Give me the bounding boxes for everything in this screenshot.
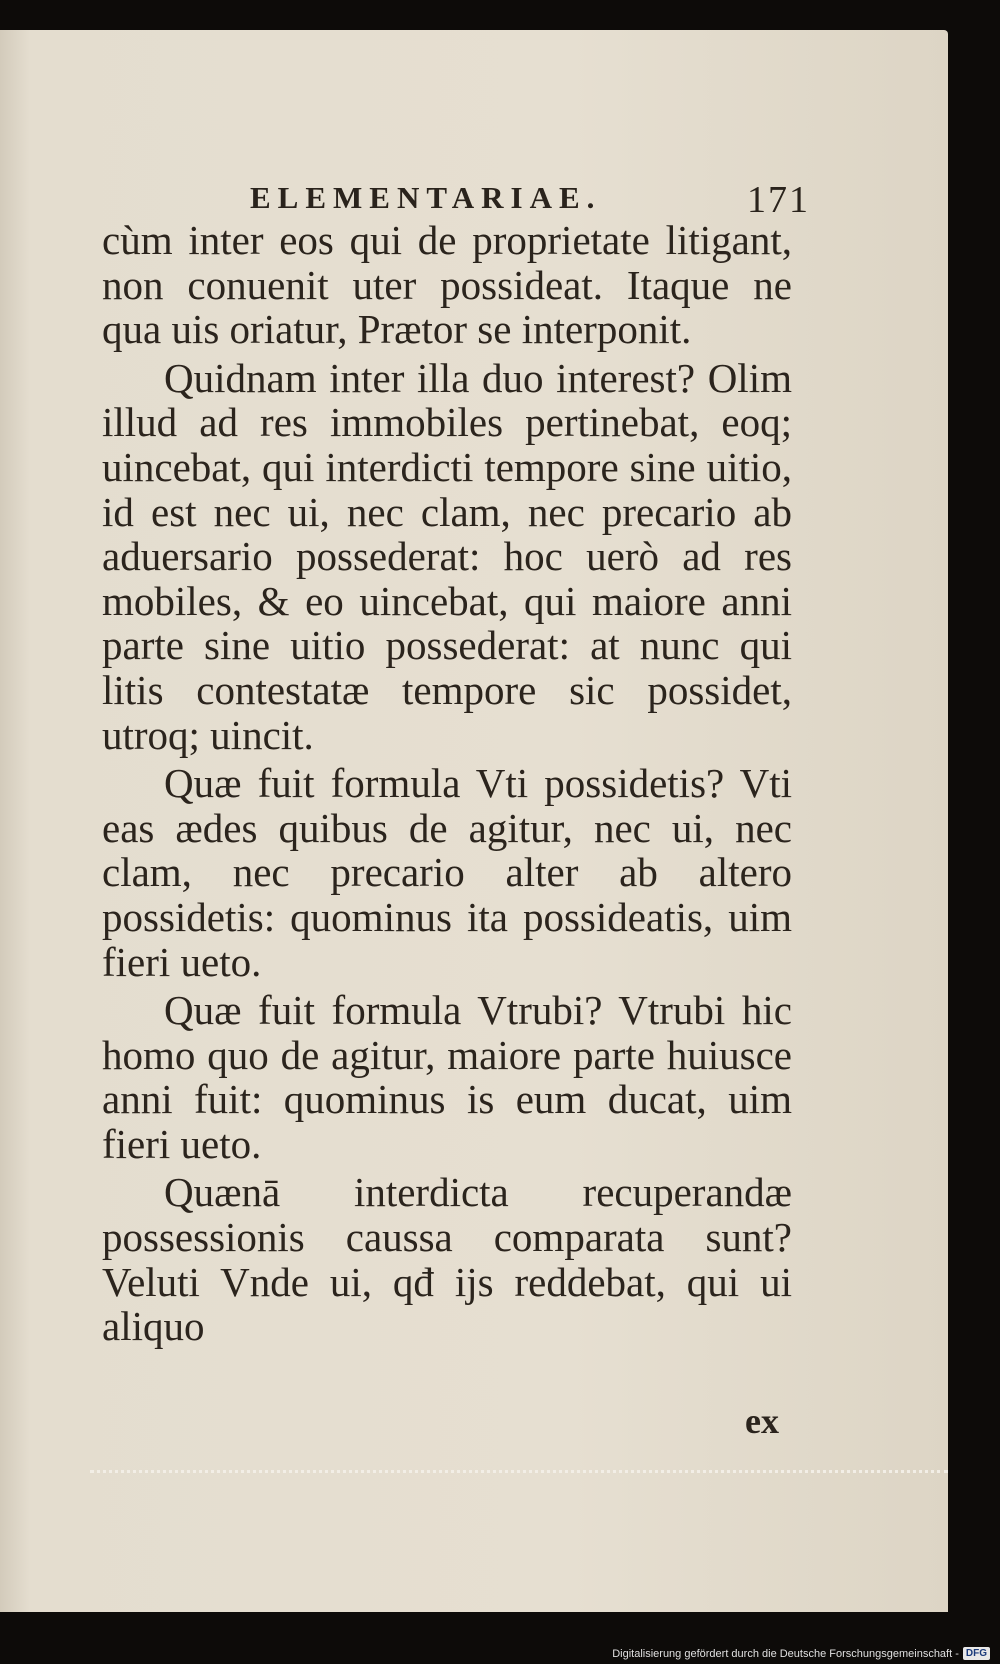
body-text (102, 218, 792, 1349)
credit-text: Digitalisierung gefördert durch die Deutsche Forschungsgemeinschaft - (612, 1647, 959, 1660)
dfg-logo-icon: DFG (963, 1647, 990, 1660)
book-page (0, 30, 948, 1612)
paragraph-question-interest: Quidnam inter illa duo interest? Olim illud ad res immobiles pertinebat, eoq; uincebat, qui interdicti tempore sine uitio, id est nec ui, nec clam, nec precario ab aduersario possederat: hoc uerò ad res mobiles, & eo uincebat, qui maiore anni parte sine uitio possederat: at nunc qui litis contestatæ tempore sic possidet, utroq; uincit. (102, 354, 792, 758)
dotted-rule (90, 1470, 948, 1473)
page-header (250, 180, 810, 220)
page-number: 171 (747, 179, 810, 221)
digitization-credit (612, 1647, 990, 1660)
paragraph-question-recuperandae: Quænā interdicta recuperandæ possessionis caussa comparata sunt? Veluti Vnde ui, qđ ijs reddebat, qui ui aliquo (102, 1169, 792, 1350)
paragraph-question-utrubi: Quæ fuit formula Vtrubi? Vtrubi hic homo quo de agitur, maiore parte huiusce anni fuit: quominus is eum ducat, uim fieri ueto. (102, 987, 792, 1167)
paragraph-question-uti-possidetis: Quæ fuit formula Vti possidetis? Vti eas ædes quibus de agitur, nec ui, nec clam, nec precario alter ab altero possidetis: quominus ita possideatis, uim fieri ueto. (102, 760, 792, 985)
paragraph-continuation: cùm inter eos qui de proprietate litigant, non conuenit uter possideat. Itaque ne qua uis oriatur, Prætor se interponit. (102, 217, 792, 353)
running-head: ELEMENTARIAE. (250, 180, 602, 215)
catchword: ex (745, 1401, 779, 1441)
